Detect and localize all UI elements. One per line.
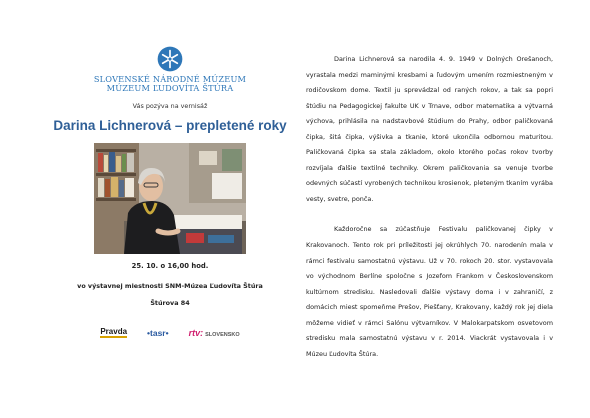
left-column xyxy=(50,46,290,338)
rtvs-logo xyxy=(189,328,240,338)
partner-logos xyxy=(50,327,290,338)
artist-photo xyxy=(94,143,246,254)
pravda-logo: Pravda xyxy=(100,327,128,336)
exhibition-title: Darina Lichnerová – prepletené roky xyxy=(53,118,287,133)
invitation-line: Vás pozýva na vernisáž xyxy=(132,102,208,110)
museum-name xyxy=(94,75,246,93)
biography-paragraph-2: Každoročne sa zúčastňuje Festivalu paličkovanej čipky v Krakovanoch. Tento rok pri príležitosti jej okrúhlych 70. narodenín mala v rámci festivalu samostatnú výstavu. Už v 70. rokoch 20. stor. vystavovala vo východnom Berlíne spoločne s Jozefom Frankom v Československom kultúrnom stredisku. Nasledovali ďalšie výstavy doma i v zahraničí, z domácich miest spomeňme Prešov, Piešťany, Krakovany, každý rok jej diela môžeme vidieť v rámci Salónu výtvarníkov. V Malokarpatskom osvetovom stredisku mala samostatnú výstavu v r. 2014. Viackrát vystavovala i v Múzeu Ľudovíta Štúra. xyxy=(306,225,553,358)
biography-paragraph-1: Darina Lichnerová sa narodila 4. 9. 1949 v Dolných Orešanoch, vyrastala medzi maminými kresbami a ľudovým umením rozmiestneným v rodičovskom dome. Textil ju sprevádzal od raných rokov, a tak sa popri štúdiu na Pedagogickej fakulte UK v Trnave, odbor matematika a výtvarná výchova, prihlásila na nadstavbové štúdium do Prahy, odbor paličkovaná čipka, šitá čipka, výšivka a tkanie, ktoré ukončila odbornou maturitou. Paličkovaná čipka sa stala základom, okolo ktorého počas rokov tvorby rozvíjala ďalšie textilné techniky. Okrem paličkovania sa venuje tvorbe odevných súčastí vyrobených technikou krosienok, pleteným tkaním vyrába vesty, svetre, ponča. xyxy=(306,55,553,203)
museum-name-line1: SLOVENSKÉ NÁRODNÉ MÚZEUM xyxy=(93,74,247,84)
right-column xyxy=(306,52,553,362)
snowflake-logo-icon xyxy=(157,46,183,72)
artist-photo-image xyxy=(94,143,246,254)
museum-name-line2: MÚZEUM ĽUDOVÍTA ŠTÚRA xyxy=(106,83,234,93)
event-venue: vo výstavnej miestnosti SNM-Múzea Ľudovíta Štúra xyxy=(77,282,263,290)
museum-logo xyxy=(50,46,290,93)
event-date-time: 25. 10. o 16,00 hod. xyxy=(131,262,209,270)
tasr-logo: •tasr• xyxy=(147,327,169,338)
rtvs-logo-sub: SLOVENSKO xyxy=(205,331,240,338)
rtvs-logo-mark: rtv: xyxy=(188,327,204,338)
event-address: Štúrova 84 xyxy=(150,299,190,307)
